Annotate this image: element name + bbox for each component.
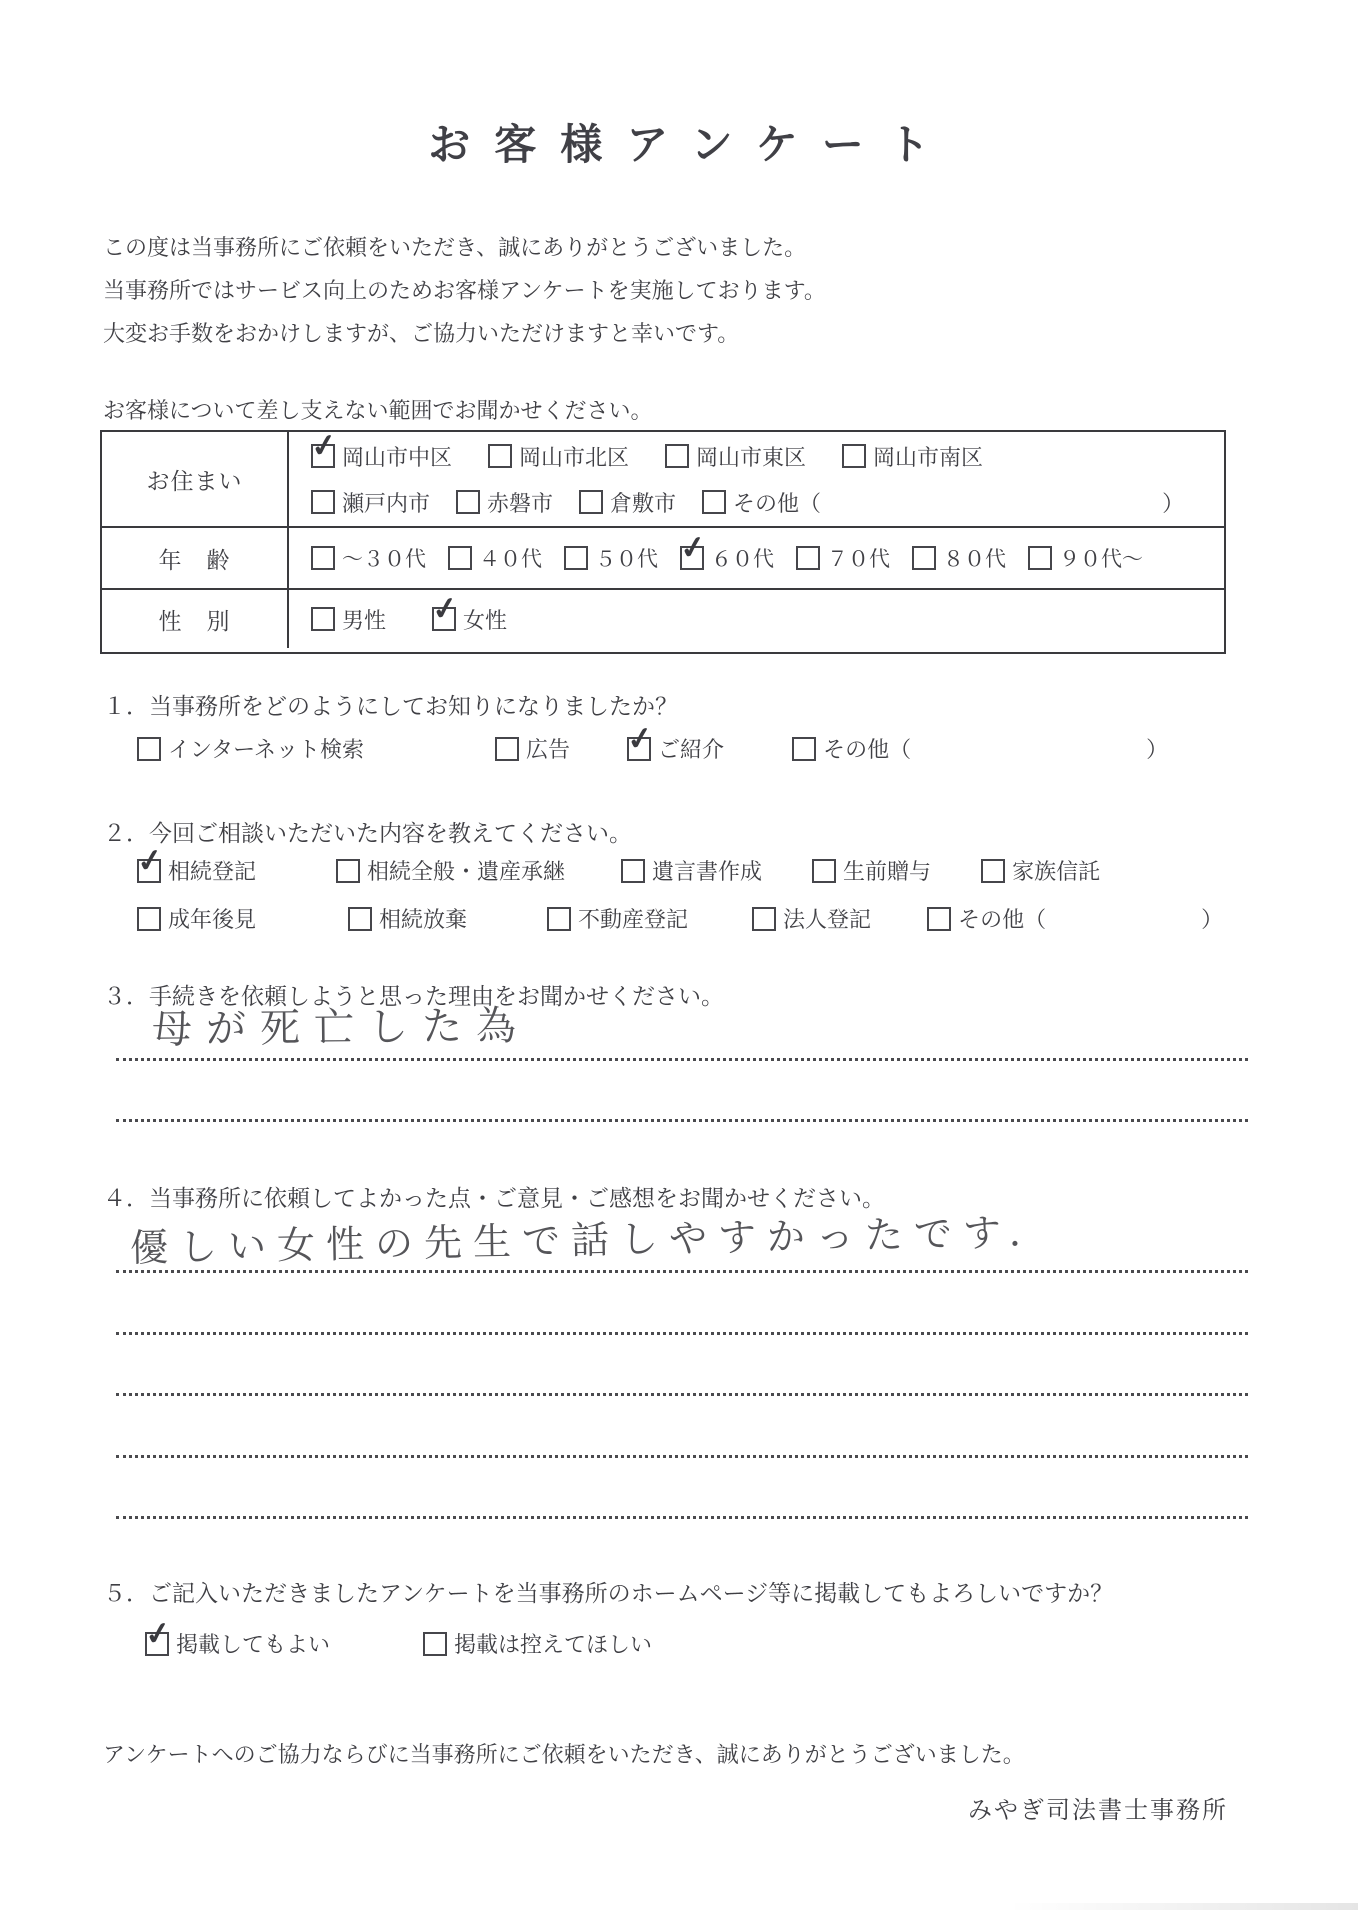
page-title: お客様アンケート xyxy=(428,121,954,168)
checkbox-label: 赤磐市 xyxy=(487,490,554,516)
checkbox-icon xyxy=(456,490,480,514)
option-residence-other xyxy=(702,487,821,518)
checkbox-icon xyxy=(336,859,360,883)
option-age-70s xyxy=(796,543,890,573)
residence-options-line1 xyxy=(308,426,984,472)
checkbox-label: 相続放棄 xyxy=(379,907,468,932)
option-kurashiki-city xyxy=(579,487,676,518)
checkbox-label: ～３０代 xyxy=(342,548,426,571)
intro-line-1: この度は当事務所にご依頼をいただき、誠にありがとうございました。 xyxy=(103,235,807,260)
checkbox-icon xyxy=(308,426,340,468)
question-2-label: ２．今回ご相談いただいた内容を教えてください。 xyxy=(103,820,632,846)
checkbox-label: 岡山市東区 xyxy=(696,444,807,470)
option-okayama-minami-ward xyxy=(842,441,983,472)
checkbox-label: 掲載してもよい xyxy=(176,1632,331,1657)
checkbox-icon xyxy=(142,1613,174,1656)
option-will-creation xyxy=(621,855,762,886)
option-female xyxy=(429,589,508,635)
question-1-label: １．当事務所をどのようにしてお知りになりましたか？ xyxy=(103,693,678,719)
option-real-estate-registration xyxy=(547,903,688,934)
gender-options-cell xyxy=(289,590,1224,648)
checkbox-label: その他（ xyxy=(823,737,912,762)
checkbox-label: 成年後見 xyxy=(168,907,257,932)
checkbox-icon xyxy=(488,444,512,468)
checkbox-icon xyxy=(429,589,461,631)
checkbox-icon xyxy=(621,859,645,883)
checkbox-icon xyxy=(1028,546,1052,570)
intro-line-2: 当事務所ではサービス向上のためお客様アンケートを実施しております。 xyxy=(103,278,826,303)
checkbox-icon xyxy=(564,546,588,570)
checkbox-label: 不動産登記 xyxy=(578,907,689,932)
option-publish-no xyxy=(423,1628,652,1659)
closing-thanks: アンケートへのご協力ならびに当事務所にご依頼をいただき、誠にありがとうございました。 xyxy=(103,1742,1025,1767)
checkbox-icon xyxy=(579,490,603,514)
answer-line xyxy=(116,1270,1248,1273)
question-1-options xyxy=(137,718,1169,764)
option-age-40s xyxy=(448,543,542,573)
check-mark-icon: ✓ xyxy=(142,1613,174,1653)
checkbox-label: その他（ xyxy=(958,907,1047,932)
option-okayama-kita-ward xyxy=(488,441,629,472)
checkbox-icon xyxy=(311,546,335,570)
answer-line xyxy=(116,1058,1248,1061)
residence-options-line2 xyxy=(311,487,1184,518)
question-5-label: ５．ご記入いただきましたアンケートを当事務所のホームページ等に掲載してもよろしいですか？ xyxy=(103,1580,1114,1606)
intro-line-3: 大変お手数をおかけしますが、ご協力いただけますと幸いです。 xyxy=(103,321,740,346)
check-mark-icon: ✓ xyxy=(429,589,461,628)
checkbox-label: 岡山市中区 xyxy=(342,444,453,470)
handwritten-answer-q4: 優しい女性の先生で話しやすかったです． xyxy=(129,1211,1059,1271)
checkbox-icon xyxy=(752,907,776,931)
checkbox-label: ９０代～ xyxy=(1059,548,1143,571)
checkbox-icon xyxy=(137,737,161,761)
option-okayama-naka-ward xyxy=(308,426,453,472)
option-corporate-registration xyxy=(752,903,871,934)
checkbox-label: ６０代 xyxy=(711,548,774,571)
checkbox-icon xyxy=(665,444,689,468)
checkbox-icon xyxy=(624,718,656,761)
option-q2-other xyxy=(927,903,1046,934)
question-4-label: ４．当事務所に依頼してよかった点・ご意見・ご感想をお聞かせください。 xyxy=(103,1185,885,1211)
checkbox-icon xyxy=(842,444,866,468)
check-mark-icon: ✓ xyxy=(624,718,656,758)
option-inheritance-general xyxy=(336,855,565,886)
option-age-60s xyxy=(677,528,774,573)
option-advertisement xyxy=(495,733,570,764)
close-paren: ） xyxy=(1201,907,1224,932)
checkbox-label: 女性 xyxy=(463,607,508,633)
checkbox-label: 瀬戸内市 xyxy=(342,490,431,516)
checkbox-label: 岡山市北区 xyxy=(519,444,630,470)
checkbox-label: ご紹介 xyxy=(658,737,725,762)
checkbox-label: 相続登記 xyxy=(168,859,257,884)
checkbox-icon xyxy=(792,737,816,761)
checkbox-label: 掲載は控えてほしい xyxy=(454,1632,653,1657)
checkbox-icon xyxy=(702,490,726,514)
option-q1-other xyxy=(792,733,911,764)
age-row-label: 年 齢 xyxy=(102,528,289,590)
checkbox-icon xyxy=(677,528,709,570)
option-male xyxy=(311,604,386,635)
checkbox-label: 法人登記 xyxy=(783,907,872,932)
checkbox-label: 遺言書作成 xyxy=(652,859,763,884)
checkbox-label: 男性 xyxy=(342,607,387,633)
office-signature: みやぎ司法書士事務所 xyxy=(968,1797,1228,1824)
checkbox-label: 生前贈与 xyxy=(843,859,932,884)
answer-line xyxy=(116,1516,1248,1519)
checkbox-icon xyxy=(547,907,571,931)
residence-row-label: お住まい xyxy=(102,432,289,528)
profile-table xyxy=(100,426,1226,654)
age-options-cell xyxy=(289,528,1224,590)
option-age-under-30s xyxy=(311,543,426,573)
gender-row-label: 性 別 xyxy=(102,590,289,648)
question-5-options xyxy=(142,1613,653,1659)
option-publish-ok xyxy=(142,1613,331,1659)
checkbox-icon xyxy=(796,546,820,570)
answer-line xyxy=(116,1332,1248,1335)
option-okayama-higashi-ward xyxy=(665,441,806,472)
intro-paragraph xyxy=(103,226,826,355)
option-akaiwa-city xyxy=(456,487,553,518)
option-lifetime-gift xyxy=(812,855,931,886)
option-referral xyxy=(624,718,725,764)
checkbox-icon xyxy=(423,1632,447,1656)
checkbox-icon xyxy=(134,840,166,883)
checkbox-icon xyxy=(981,859,1005,883)
option-setouchi-city xyxy=(311,487,430,518)
check-mark-icon: ✓ xyxy=(134,840,166,880)
close-paren: ） xyxy=(1146,737,1169,762)
checkbox-label: その他（ xyxy=(733,490,822,516)
check-mark-icon: ✓ xyxy=(308,426,340,465)
checkbox-label: 相続全般・遺産承継 xyxy=(367,859,566,884)
answer-line xyxy=(116,1455,1248,1458)
checkbox-label: ８０代 xyxy=(943,548,1006,571)
check-mark-icon: ✓ xyxy=(677,528,709,567)
checkbox-icon xyxy=(812,859,836,883)
checkbox-icon xyxy=(495,737,519,761)
close-paren: ） xyxy=(1162,490,1185,516)
checkbox-icon xyxy=(137,907,161,931)
profile-section-lead: お客様について差し支えない範囲でお聞かせください。 xyxy=(103,398,653,423)
option-age-80s xyxy=(912,543,1006,573)
checkbox-label: ５０代 xyxy=(595,548,658,571)
scan-shadow-artifact xyxy=(1008,1903,1358,1910)
answer-line xyxy=(116,1119,1248,1122)
checkbox-label: 広告 xyxy=(526,737,571,762)
checkbox-icon xyxy=(348,907,372,931)
checkbox-label: 家族信託 xyxy=(1012,859,1101,884)
option-inheritance-renunciation xyxy=(348,903,467,934)
checkbox-icon xyxy=(448,546,472,570)
question-2-options-line2 xyxy=(137,903,1223,934)
checkbox-label: 倉敷市 xyxy=(610,490,677,516)
question-2-options-line1 xyxy=(134,840,1101,886)
option-family-trust xyxy=(981,855,1100,886)
checkbox-label: 岡山市南区 xyxy=(873,444,984,470)
checkbox-icon xyxy=(912,546,936,570)
checkbox-label: インターネット検索 xyxy=(168,737,365,762)
checkbox-label: ４０代 xyxy=(479,548,542,571)
option-age-50s xyxy=(564,543,658,573)
handwritten-answer-q3: 母が死亡した為 xyxy=(151,1004,531,1052)
checkbox-icon xyxy=(927,907,951,931)
option-age-90s-over xyxy=(1028,543,1143,573)
question-3-label: ３．手続きを依頼しようと思った理由をお聞かせください。 xyxy=(103,983,724,1009)
residence-options-cell xyxy=(289,426,1224,528)
option-internet-search xyxy=(137,733,364,764)
checkbox-label: ７０代 xyxy=(827,548,890,571)
checkbox-icon xyxy=(311,607,335,631)
answer-line xyxy=(116,1393,1248,1396)
checkbox-icon xyxy=(311,490,335,514)
option-inheritance-registration xyxy=(134,840,257,886)
option-adult-guardianship xyxy=(137,903,256,934)
